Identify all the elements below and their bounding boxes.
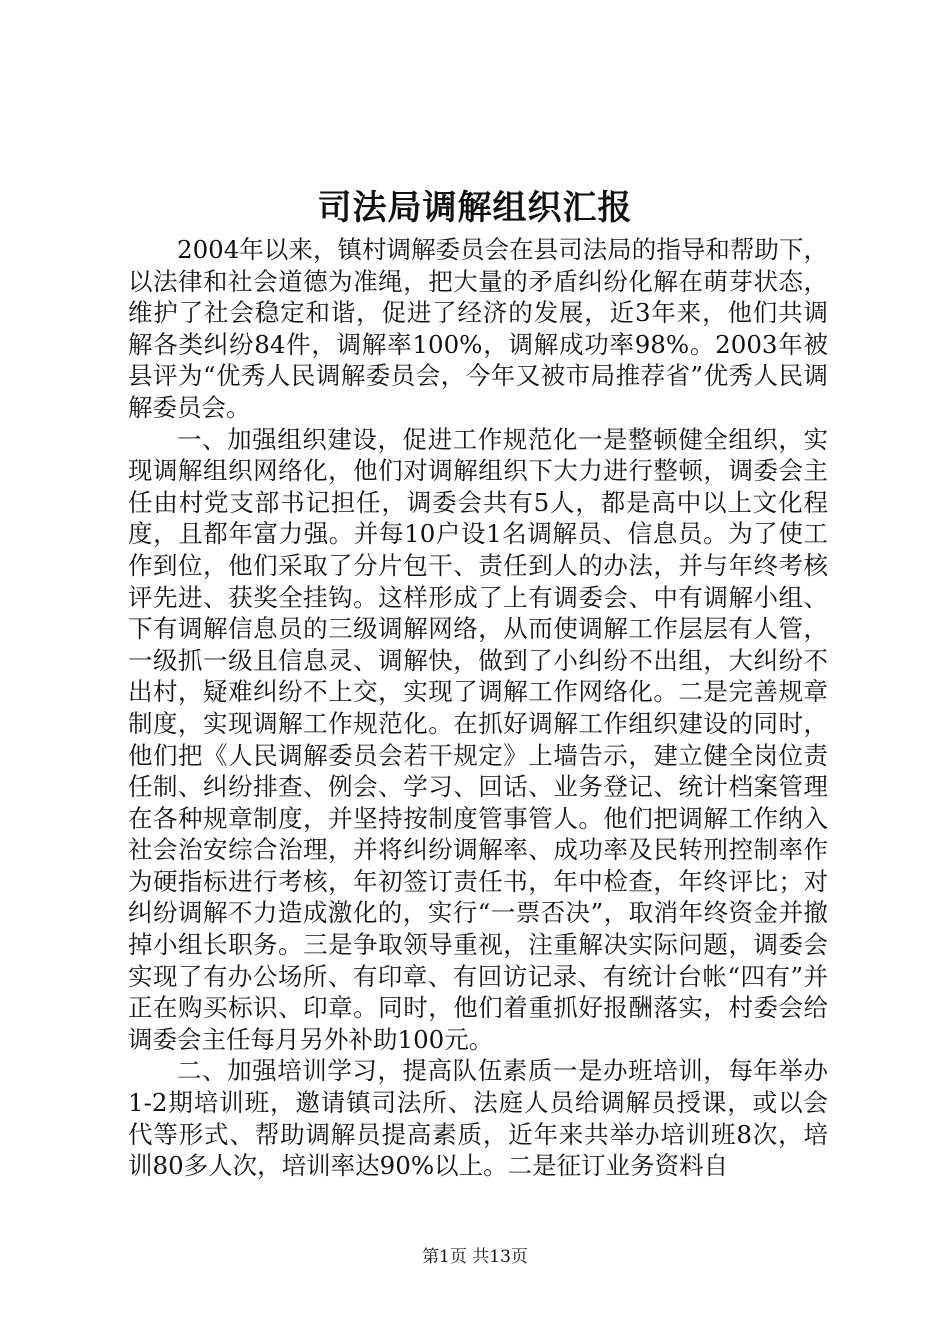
document-body [128, 234, 828, 1182]
page-number-footer: 第1页 共13页 [422, 1247, 528, 1267]
paragraph-intro: 2004年以来，镇村调解委员会在县司法局的指导和帮助下，以法律和社会道德为准绳，把大量的矛盾纠纷化解在萌芽状态，维护了社会稳定和谐，促进了经济的发展，近3年来，他们共调解各类纠纷84件，调解率100%，调解成功率98%。2003年被县评为“优秀人民调解委员会，今年又被市局推荐省”优秀人民调解委员会。 [128, 235, 828, 422]
paragraph-training: 二、加强培训学习，提高队伍素质一是办班培训，每年举办1-2期培训班，邀请镇司法所、法庭人员给调解员授课，或以会代等形式、帮助调解员提高素质，近年来共举办培训班8次，培训80多人次，培训率达90%以上。二是征订业务资料自 [128, 1056, 828, 1181]
paragraph-organization: 一、加强组织建设，促进工作规范化一是整顿健全组织，实现调解组织网络化，他们对调解组织下大力进行整顿，调委会主任由村党支部书记担任，调委会共有5人，都是高中以上文化程度，且都年富力强。并每10户设1名调解员、信息员。为了使工作到位，他们采取了分片包干、责任到人的办法，并与年终考核评先进、获奖全挂钩。这样形成了上有调委会、中有调解小组、下有调解信息员的三级调解网络，从而使调解工作层层有人管，一级抓一级且信息灵、调解快，做到了小纠纷不出组，大纠纷不出村，疑难纠纷不上交，实现了调解工作网络化。二是完善规章制度，实现调解工作规范化。在抓好调解工作组织建设的同时，他们把《人民调解委员会若干规定》上墙告示，建立健全岗位责任制、纠纷排查、例会、学习、回话、业务登记、统计档案管理在各种规章制度，并坚持按制度管事管人。他们把调解工作纳入社会治安综合治理，并将纠纷调解率、成功率及民转刑控制率作为硬指标进行考核，年初签订责任书，年中检查，年终评比；对纠纷调解不力造成激化的，实行“一票否决”，取消年终资金并撤掉小组长职务。三是争取领导重视，注重解决实际问题，调委会实现了有办公场所、有印章、有回访记录、有统计台帐“四有”并正在购买标识、印章。同时，他们着重抓好报酬落实，村委会给调委会主任每月另外补助100元。 [128, 424, 828, 1054]
page-title: 司法局调解组织汇报 [317, 188, 633, 228]
